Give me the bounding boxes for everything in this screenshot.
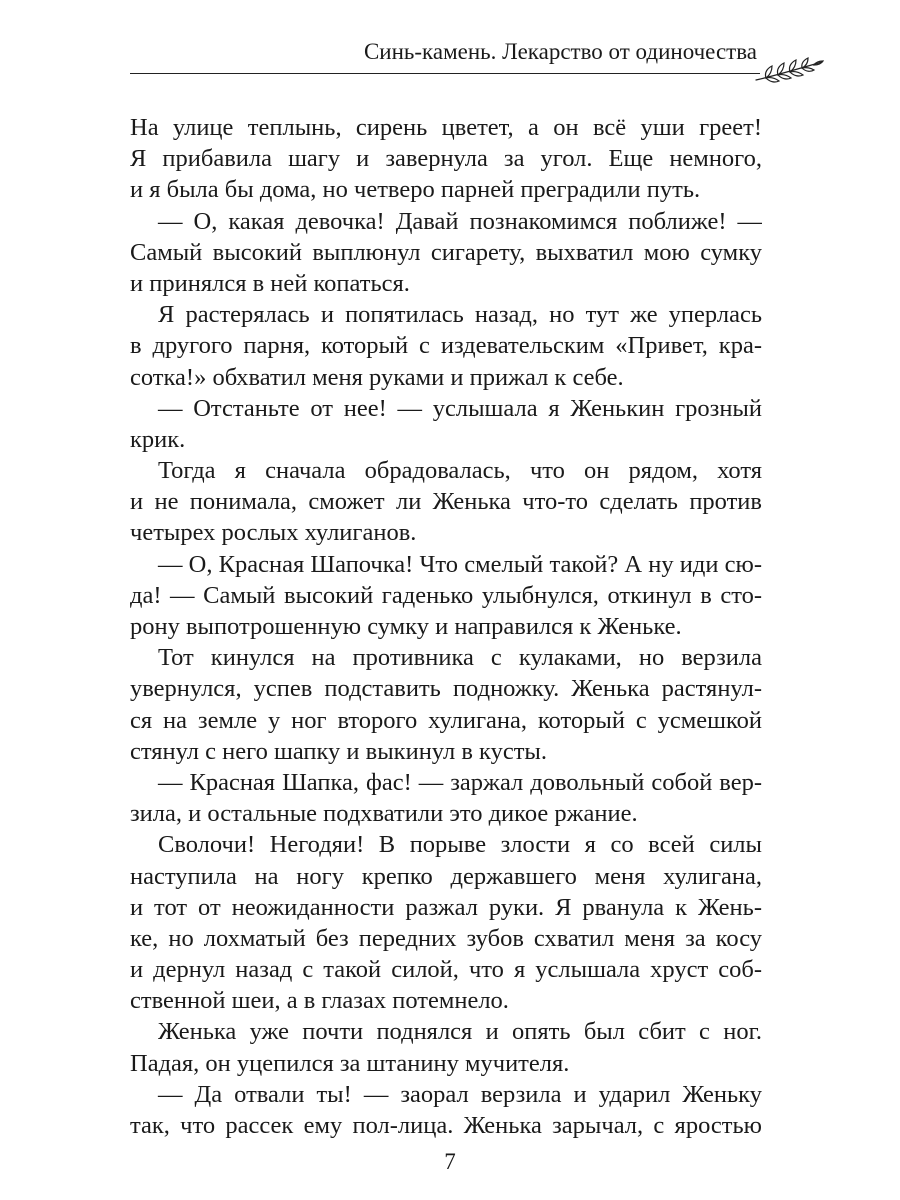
text-line: стянул с него шапку и выкинул в кусты.: [130, 737, 548, 765]
text-line: ся на земле у ног второго хулигана, который с усмешкой: [130, 706, 762, 734]
text-line: и дернул назад с такой силой, что я услышала хруст соб-: [130, 956, 762, 984]
text-line: и не понимала, сможет ли Женька что-то сделать против: [130, 488, 762, 516]
text-line: На улице теплынь, сирень цветет, а он всё уши греет!: [130, 114, 762, 141]
text-line: зила, и остальные подхватили это дикое ржание.: [130, 800, 638, 828]
leaf-sprig-icon: [754, 56, 826, 88]
text-line: крик.: [130, 425, 186, 453]
text-line: сотка!» обхватил меня руками и прижал к себе.: [130, 363, 624, 391]
running-header: Синь-камень. Лекарство от одиночества: [363, 39, 757, 64]
text-line: ственной шеи, а в глазах потемнело.: [130, 987, 509, 1015]
text-line: да! — Самый высокий гаденько улыбнулся, откинул в сто-: [130, 581, 762, 609]
text-line: Женька уже почти поднялся и опять был сбит с ног.: [158, 1018, 762, 1046]
text-line: и принялся в ней копаться.: [130, 269, 410, 297]
text-line: четырех рослых хулиганов.: [130, 519, 417, 547]
text-line: Тогда я сначала обрадовалась, что он рядом, хотя: [158, 457, 762, 485]
header-rule: [130, 73, 760, 74]
text-line: — Да отвали ты! — заорал верзила и ударил Женьку: [158, 1080, 762, 1108]
text-line: так, что рассек ему пол-лица. Женька зарычал, с яростью: [130, 1112, 762, 1139]
text-line: Я растерялась и попятилась назад, но тут же уперлась: [158, 301, 762, 329]
body-text: [130, 112, 762, 1141]
page-number: 7: [444, 1149, 456, 1174]
text-line: Падая, он уцепился за штанину мучителя.: [130, 1049, 570, 1077]
text-line: наступила на ногу крепко державшего меня хулигана,: [130, 862, 762, 890]
text-line: в другого парня, который с издевательским «Привет, кра-: [130, 332, 762, 360]
text-line: и тот от неожиданности разжал руки. Я рванула к Жень-: [130, 893, 762, 921]
text-line: — О, Красная Шапочка! Что смелый такой? А ну иди сю-: [158, 550, 762, 578]
text-line: увернулся, успев подставить подножку. Женька растянул-: [130, 675, 762, 703]
text-line: Я прибавила шагу и завернула за угол. Еще немного,: [130, 145, 762, 173]
text-line: — Красная Шапка, фас! — заржал довольный собой вер-: [158, 768, 762, 796]
text-line: и я была бы дома, но четверо парней преградили путь.: [130, 176, 701, 204]
text-line: — О, какая девочка! Давай познакомимся поближе! —: [158, 207, 762, 235]
text-line: рону выпотрошенную сумку и направился к Женьке.: [130, 613, 682, 640]
text-line: Тот кинулся на противника с кулаками, но верзила: [158, 644, 762, 672]
text-line: Сволочи! Негодяи! В порыве злости я со всей силы: [158, 831, 762, 859]
text-line: Самый высокий выплюнул сигарету, выхватил мою сумку: [130, 238, 762, 266]
text-line: — Отстаньте от нее! — услышала я Женькин грозный: [158, 394, 762, 422]
text-line: ке, но лохматый без передних зубов схватил меня за косу: [130, 924, 762, 952]
